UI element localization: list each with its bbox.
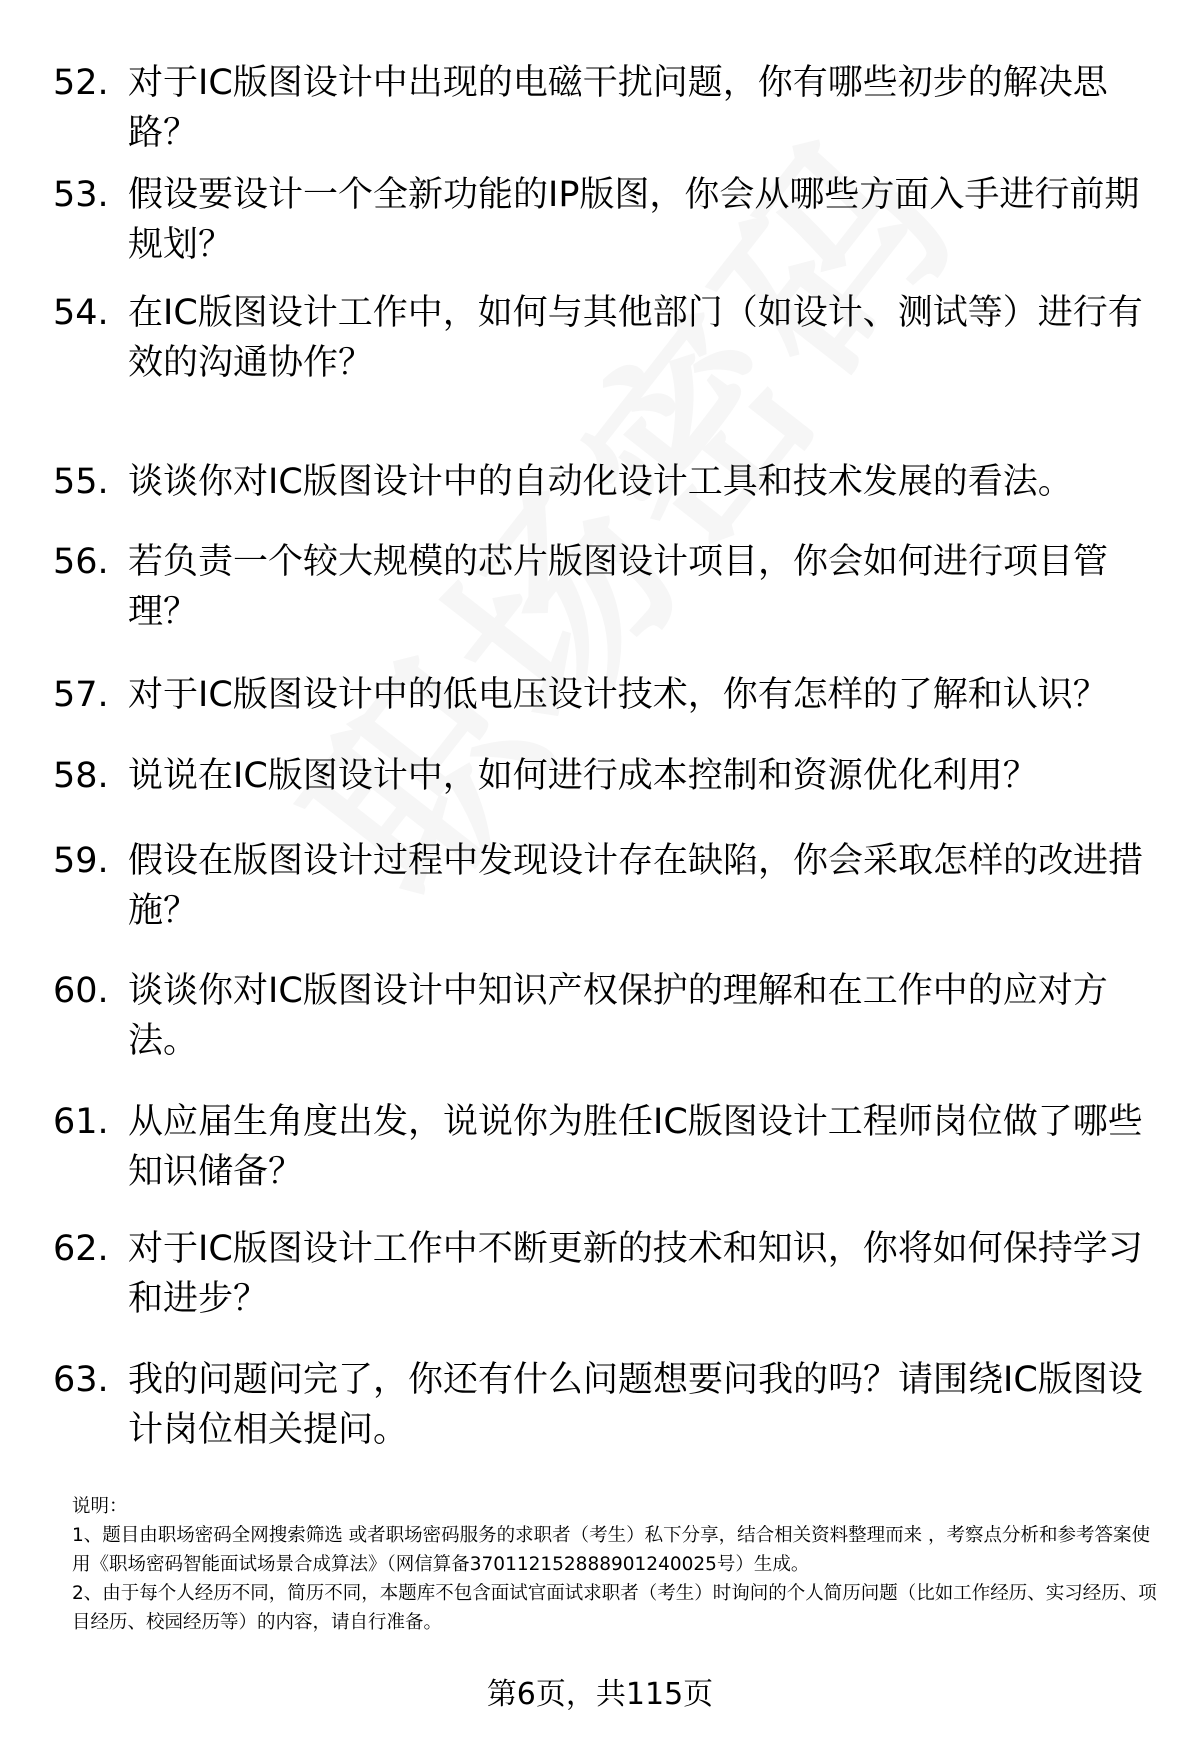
page-number: 第6页，共115页 <box>486 1677 714 1712</box>
question-number: 52. <box>53 63 109 103</box>
question-text: 对于IC版图设计工作中不断更新的技术和知识，你将如何保持学习和进步？ <box>128 1229 1143 1319</box>
question-text: 从应届生角度出发，说说你为胜任IC版图设计工程师岗位做了哪些知识储备？ <box>128 1102 1143 1192</box>
question-number: 63. <box>53 1360 109 1400</box>
question-text: 假设在版图设计过程中发现设计存在缺陷，你会采取怎样的改进措施？ <box>128 841 1144 931</box>
question-number: 57. <box>53 675 109 715</box>
question-text: 假设要设计一个全新功能的IP版图，你会从哪些方面入手进行前期规划？ <box>128 175 1140 265</box>
question-number: 56. <box>53 542 109 582</box>
question-number: 58. <box>53 756 109 796</box>
question-number: 53. <box>53 175 109 215</box>
question-number: 55. <box>53 462 109 502</box>
question-number: 59. <box>53 841 109 881</box>
question-text: 我的问题问完了，你还有什么问题想要问我的吗？请围绕IC版图设计岗位相关提问。 <box>128 1360 1143 1450</box>
question-text: 在IC版图设计工作中，如何与其他部门（如设计、测试等）进行有效的沟通协作？ <box>128 293 1143 383</box>
question-text: 若负责一个较大规模的芯片版图设计项目，你会如何进行项目管理？ <box>128 542 1109 632</box>
notes-title: 说明： <box>72 1496 128 1517</box>
question-text: 对于IC版图设计中的低电压设计技术，你有怎样的了解和认识？ <box>128 675 1108 715</box>
question-number: 54. <box>53 293 109 333</box>
notes-item: 1、题目由职场密码全网搜索筛选 或者职场密码服务的求职者（考生）私下分享，结合相关资料整理而来 ，考察点分析和参考答案使用《职场密码智能面试场景合成算法》（网信算备3701121528889012400​25号）生成。 <box>72 1525 1151 1575</box>
question-text: 说说在IC版图设计中，如何进行成本控制和资源优化利用？ <box>128 756 1038 796</box>
question-text: 谈谈你对IC版图设计中知识产权保护的理解和在工作中的应对方法。 <box>128 971 1108 1061</box>
question-number: 60. <box>53 971 109 1011</box>
question-number: 62. <box>53 1229 109 1269</box>
question-text: 谈谈你对IC版图设计中的自动化设计工具和技术发展的看法。 <box>128 462 1073 502</box>
question-number: 61. <box>53 1102 109 1142</box>
notes-item: 2、由于每个人经历不同，简历不同，本题库不包含面试官面试求职者（考生）时询问的个人简历问题（比如工作经历、实习经历、项目经历、校园经历等）的内容，请自行准备。 <box>72 1583 1157 1633</box>
notes <box>72 1492 1157 1637</box>
question-text: 对于IC版图设计中出现的电磁干扰问题，你有哪些初步的解决思路？ <box>128 63 1108 153</box>
